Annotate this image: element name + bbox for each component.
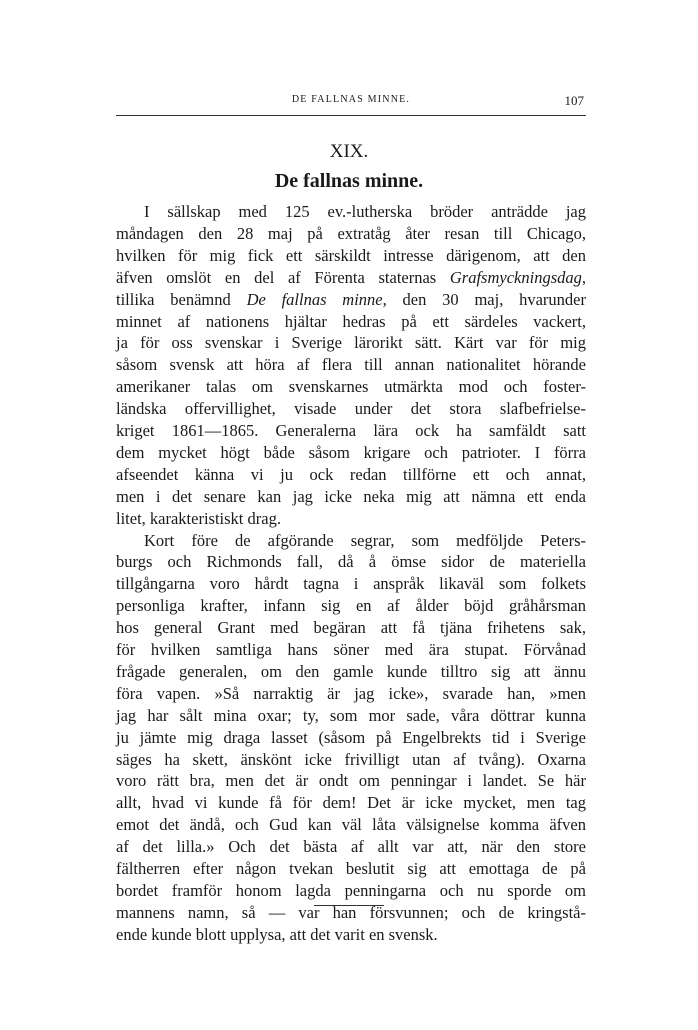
body-line: minnet af nationens hjältar hedras på ett särdeles vackert,	[116, 311, 586, 331]
end-rule	[314, 905, 384, 906]
chapter-title: De fallnas minne.	[274, 170, 424, 192]
running-head	[116, 94, 586, 110]
body-line: ländska offervillighet, visade under det stora slafbefrielse-	[116, 399, 586, 419]
body-line: såsom svensk att höra af flera till annan nationalitet hörande	[116, 355, 586, 375]
body-line: voro rätt bra, men det är ondt om penningar i landet. Se här	[116, 771, 586, 791]
body-line: afseendet känna vi ju ock redan tillförne ett och annat,	[116, 464, 586, 484]
body-line: litet, karakteristiskt drag.	[116, 508, 281, 528]
body-line: emot det ändå, och Gud kan väl låta välsignelse komma äfven	[116, 815, 586, 835]
body-line: burgs och Richmonds fall, då å ömse sidor de materiella	[116, 552, 586, 572]
page-number: 107	[564, 93, 584, 108]
body-line: personliga krafter, infann sig en af ålder böjd gråhårsman	[116, 596, 586, 616]
body-line: dem mycket högt både såsom krigare och patrioter. I förra	[116, 442, 586, 462]
body-line: bordet framför honom lagda penningarna och nu sporde om	[116, 880, 586, 900]
body-line: säges ha skett, änskönt icke frivilligt utan af tvång). Oxarna	[116, 749, 586, 769]
body-line: kriget 1861—1865. Generalerna lära ock ha samfäldt satt	[116, 421, 586, 440]
body-line: allt, hvad vi kunde få för dem! Det är icke mycket, men tag	[116, 793, 586, 813]
body-line: ende kunde blott upplysa, att det varit en svensk.	[116, 924, 438, 944]
body-line: frågade generalen, om den gamle kunde tilltro sig att ännu	[116, 661, 586, 681]
body-line: I sällskap med 125 ev.-lutherska bröder anträdde jag	[144, 202, 586, 221]
body-line: måndagen den 28 maj på extratåg åter resan till Chicago,	[116, 223, 586, 243]
body-line: amerikaner talas om svenskarnes utmärkta mod och foster-	[116, 377, 586, 397]
body-line: Kort före de afgörande segrar, som medföljde Peters-	[144, 530, 586, 550]
body-line: föra vapen. »Så narraktig är jag icke», svarade han, »men	[116, 683, 586, 703]
body-line: fältherren efter någon tvekan beslutit sig att emottaga de på	[116, 859, 586, 878]
body-line: ja för oss svenskar i Sverige lärorikt sätt. Kärt var för mig	[116, 333, 586, 353]
chapter-number: XIX.	[329, 141, 369, 162]
body-line: hvilken för mig fick ett särskildt intresse därigenom, att den	[116, 245, 586, 265]
body-line: men i det senare kan jag icke neka mig att nämna ett enda	[116, 486, 586, 506]
body-line: tillgångarna voro hårdt tagna i anspråk likaväl som folkets	[116, 574, 586, 594]
body-line: mannens namn, så — var han försvunnen; och de kringstå-	[116, 902, 586, 922]
body-line: tillika benämnd De fallnas minne, den 30 maj, hvarunder	[116, 289, 586, 309]
body-line: för hvilken samtliga hans söner med ära stupat. Förvånad	[116, 640, 586, 659]
body-line: äfven omslöt en del af Förenta staternas Grafsmyckningsdag,	[116, 267, 586, 287]
body-line: jag har sålt mina oxar; ty, som mor sade, våra döttrar kunna	[116, 705, 586, 725]
running-title: DE FALLNAS MINNE.	[291, 94, 411, 105]
body-line: hos general Grant med begäran att få tjäna frihetens sak,	[116, 618, 586, 638]
header-rule	[116, 115, 586, 116]
body-line: af det lilla.» Och det bästa af allt var att, när den store	[116, 837, 586, 857]
body-line: ju jämte mig draga lasset (såsom på Engelbrekts tid i Sverige	[116, 727, 586, 747]
